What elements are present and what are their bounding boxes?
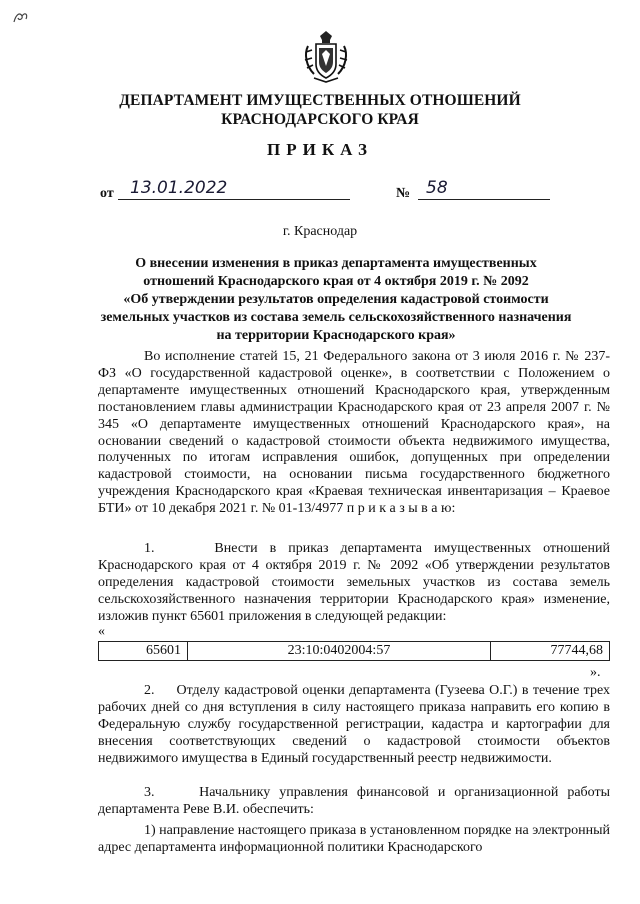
cadastral-number-cell: 23:10:0402004:57 xyxy=(188,642,491,661)
preamble-block xyxy=(98,349,610,518)
date-label: от xyxy=(100,186,114,201)
heading-line: О внесении изменения в приказ департамента имущественных xyxy=(135,256,537,271)
date-value: 13.01.2022 xyxy=(118,178,350,200)
item-3-1-block xyxy=(98,823,610,857)
heading-line: на территории Краснодарского края» xyxy=(216,328,456,343)
preamble-paragraph: Во исполнение статей 15, 21 Федерального закона от 3 июля 2016 г. № 237-ФЗ «О государственной кадастровой оценке», в соответствии с Положением о департаменте имущественных отношений Краснодарского края, утвержденным постановлением главы администрации Краснодарского края от 23 апреля 2007 г. № 345 «О департаменте имущественных отношений Краснодарского края», на основании сведений о кадастровой стоимости объекта недвижимого имущества, полученных по итогам исправления ошибок, допущенных при определении кадастровой стоимости, на основании письма государственного бюджетного учреждения Краснодарского края «Краевая техническая инвентаризация – Краевое БТИ» от 10 декабря 2021 г. № 01-13/4977 п р и к а з ы в а ю: xyxy=(98,349,610,517)
heading-line: земельных участков из состава земель сельскохозяйственного назначения xyxy=(100,310,572,325)
row-index-cell: 65601 xyxy=(99,642,188,661)
number-label: № xyxy=(396,186,411,201)
city: г. Краснодар xyxy=(282,224,358,239)
number-value: 58 xyxy=(418,178,550,200)
table-row xyxy=(99,642,610,661)
item-2-block xyxy=(98,683,610,768)
item-3-1-paragraph: 1) направление настоящего приказа в установленном порядке на электронный адрес департамента информационной политики Краснодарского xyxy=(98,823,610,855)
order-heading xyxy=(96,255,576,345)
heading-line: отношений Краснодарского края от 4 октября 2019 г. № 2092 xyxy=(143,274,529,289)
handwritten-mark xyxy=(10,6,32,28)
item-3-block xyxy=(98,785,610,819)
org-name-line2: КРАСНОДАРСКОГО КРАЯ xyxy=(221,111,419,128)
quote-close: ». xyxy=(590,665,601,680)
amendment-table xyxy=(98,641,610,661)
document-title: ПРИКАЗ xyxy=(267,140,373,159)
item-2-paragraph: 2. Отделу кадастровой оценки департамента (Гузеева О.Г.) в течение трех рабочих дней со дня вступления в силу настоящего приказа направить его копию в Федеральную службу государственной регистрации, кадастра и картографии для внесения соответствующих сведений о кадастровой стоимости объектов недвижимого имущества в Единый государственный реестр недвижимости. xyxy=(98,683,610,766)
coat-of-arms-icon xyxy=(302,30,350,84)
date-number-row xyxy=(100,178,560,208)
item-1-paragraph: 1. Внести в приказ департамента имущественных отношений Краснодарского края от 4 октября 2019 г. № 2092 «Об утверждении результатов определения кадастровой стоимости земельных участков из состава земель сельскохозяйственного назначения территории Краснодарского края» изменение, изложив пункт 65601 приложения в следующей редакции: xyxy=(98,541,610,624)
quote-open: « xyxy=(98,624,105,639)
item-1-block xyxy=(98,541,610,626)
heading-line: «Об утверждении результатов определения кадастровой стоимости xyxy=(123,292,549,307)
org-name-line1: ДЕПАРТАМЕНТ ИМУЩЕСТВЕННЫХ ОТНОШЕНИЙ xyxy=(119,92,521,109)
cadastral-value-cell: 77744,68 xyxy=(491,642,610,661)
item-3-paragraph: 3. Начальнику управления финансовой и организационной работы департамента Реве В.И. обеспечить: xyxy=(98,785,610,817)
